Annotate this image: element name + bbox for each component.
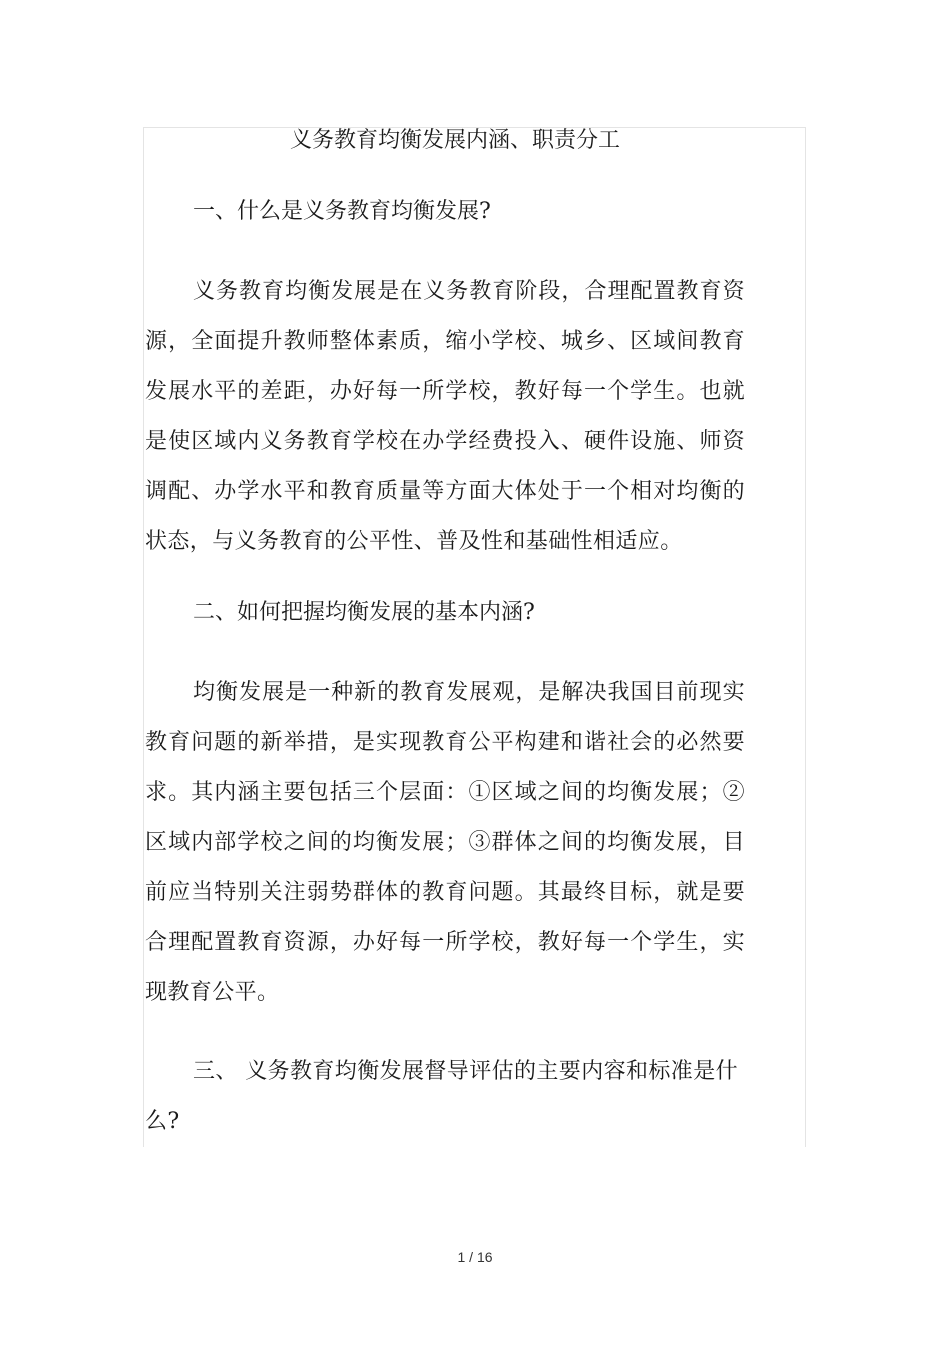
- document-body: [145, 124, 745, 1147]
- section-heading-3: 三、 义务教育均衡发展督导评估的主要内容和标准是什么?: [145, 1059, 738, 1134]
- section-heading-2: 二、如何把握均衡发展的基本内涵?: [193, 600, 535, 625]
- section-heading-1: 一、什么是义务教育均衡发展?: [193, 199, 491, 224]
- section-paragraph-2: 均衡发展是一种新的教育发展观，是解决我国目前现实教育问题的新举措，是实现教育公平构建和谐社会的必然要求。其内涵主要包括三个层面：①区域之间的均衡发展；②区域内部学校之间的均衡发展；③群体之间的均衡发展，目前应当特别关注弱势群体的教育问题。其最终目标，就是要合理配置教育资源，办好每一所学校，教好每一个学生，实现教育公平。: [145, 680, 745, 1005]
- section-paragraph-1: 义务教育均衡发展是在义务教育阶段，合理配置教育资源，全面提升教师整体素质，缩小学校、城乡、区域间教育发展水平的差距，办好每一所学校，教好每一个学生。也就是使区域内义务教育学校在办学经费投入、硬件设施、师资调配、办学水平和教育质量等方面大体处于一个相对均衡的状态，与义务教育的公平性、普及性和基础性相适应。: [145, 279, 745, 554]
- document-title: 义务教育均衡发展内涵、职责分工: [289, 128, 620, 153]
- page-indicator: 1 / 16: [457, 1249, 493, 1265]
